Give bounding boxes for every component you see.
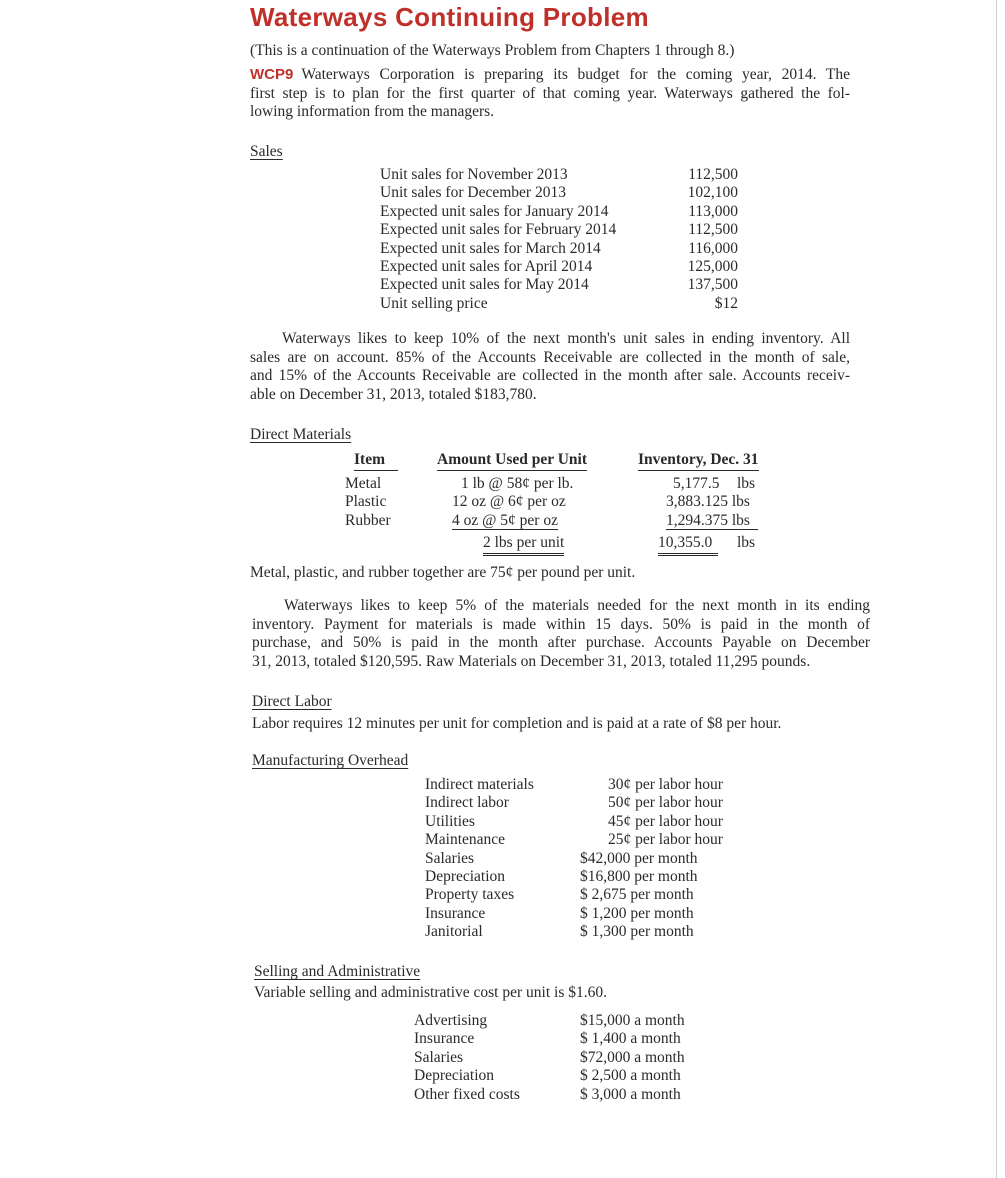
overhead-row-label: Property taxes (425, 886, 515, 904)
problem-line: Waterways Corporation is preparing its budget for the coming year, 2014. The (301, 66, 850, 83)
overhead-row-value: 50¢ per labor hour (608, 794, 723, 812)
problem-line: first step is to plan for the first quarter of that coming year. Waterways gathered the fol- (250, 84, 850, 102)
sales-row-label: Expected unit sales for February 2014 (380, 221, 617, 239)
selling-admin-row-value: $ 2,500 a month (580, 1067, 681, 1085)
dm-col-amount: Amount Used per Unit (437, 451, 587, 471)
dm-row-unit: lbs (737, 475, 756, 492)
sales-row-value: 125,000 (687, 258, 738, 275)
sales-row-value: 112,500 (688, 221, 738, 239)
selling-admin-row-value: $15,000 a month (580, 1012, 685, 1029)
overhead-heading: Manufacturing Overhead (252, 752, 409, 769)
dm-paragraph (252, 597, 870, 671)
sales-paragraph-line: sales are on account. 85% of the Accounts Receivable are collected in the month of sale, (250, 348, 850, 366)
sales-row-label: Unit sales for November 2013 (380, 166, 568, 183)
overhead-row-value: 25¢ per labor hour (608, 831, 723, 849)
sales-row-label: Expected unit sales for March 2014 (380, 239, 601, 257)
dm-total-amount: 2 lbs per unit (483, 534, 564, 556)
dm-row-amount: 12 oz @ 6¢ per oz (452, 493, 566, 511)
dm-row-inventory: 3,883.125 lbs (666, 493, 750, 511)
overhead-row-label: Janitorial (425, 923, 483, 941)
sales-heading: Sales (250, 143, 283, 160)
sales-paragraph-line: able on December 31, 2013, totaled $183,780. (250, 385, 537, 403)
selling-admin-heading: Selling and Administrative (254, 963, 421, 980)
overhead-row-label: Indirect materials (425, 776, 534, 793)
dm-row-inventory: 5,177.5 (673, 475, 720, 492)
dm-col-item: Item (354, 451, 398, 471)
sales-row-value: 116,000 (688, 239, 738, 257)
dm-row-amount: 1 lb @ 58¢ per lb. (461, 475, 574, 492)
overhead-row-value: $ 1,300 per month (580, 923, 694, 941)
dm-paragraph-line: inventory. Payment for materials is made within 15 days. 50% is paid in the month of (252, 615, 870, 633)
selling-admin-row-label: Advertising (414, 1012, 488, 1029)
sales-row-value: 112,500 (688, 166, 738, 183)
sales-paragraph (250, 330, 850, 404)
sales-row-value: $12 (714, 294, 738, 312)
overhead-row-label: Insurance (425, 904, 486, 922)
dm-total-inventory: 10,355.0 (658, 534, 718, 556)
overhead-row-value: $16,800 per month (580, 868, 698, 885)
dm-row-amount: 4 oz @ 5¢ per oz (452, 511, 558, 529)
sales-row-label: Expected unit sales for January 2014 (380, 202, 609, 220)
dm-paragraph-line: 31, 2013, totaled $120,595. Raw Materials on December 31, 2013, totaled 11,295 pounds. (252, 652, 811, 670)
sales-row-value: 137,500 (687, 276, 738, 294)
problem-line: lowing information from the managers. (250, 103, 495, 120)
sales-row-label: Expected unit sales for May 2014 (380, 276, 589, 294)
selling-admin-row-value: $ 3,000 a month (580, 1085, 681, 1103)
sales-row-label: Unit sales for December 2013 (380, 184, 566, 202)
sales-paragraph-line: Waterways likes to keep 10% of the next month's unit sales in ending inventory. All (282, 330, 850, 347)
sales-row-value: 102,100 (687, 184, 738, 202)
dm-col-inventory: Inventory, Dec. 31 (638, 451, 759, 471)
overhead-row-label: Indirect labor (425, 794, 509, 812)
selling-admin-row-label: Other fixed costs (414, 1085, 520, 1103)
intro-text: (This is a continuation of the Waterways Problem from Chapters 1 through 8.) (250, 42, 735, 59)
dm-row-item: Plastic (345, 493, 387, 511)
selling-admin-text: Variable selling and administrative cost per unit is $1.60. (254, 984, 607, 1001)
dm-note: Metal, plastic, and rubber together are 75¢ per pound per unit. (250, 564, 636, 581)
selling-admin-row-value: $72,000 a month (580, 1048, 685, 1066)
dm-row-item: Rubber (345, 511, 391, 529)
direct-materials-heading: Direct Materials (250, 426, 352, 443)
overhead-row-value: 45¢ per labor hour (608, 812, 723, 830)
overhead-row-value: $ 1,200 per month (580, 904, 694, 922)
sales-row-label: Expected unit sales for April 2014 (380, 258, 593, 275)
selling-admin-row-label: Salaries (414, 1048, 464, 1066)
sales-paragraph-line: and 15% of the Accounts Receivable are collected in the month after sale. Accounts receiv- (250, 367, 850, 384)
overhead-row-value: 30¢ per labor hour (608, 776, 723, 793)
page-title: Waterways Continuing Problem (250, 2, 649, 32)
overhead-row-label: Utilities (425, 812, 475, 830)
selling-admin-row-value: $ 1,400 a month (580, 1030, 681, 1048)
selling-admin-row-label: Depreciation (414, 1067, 495, 1085)
dm-total-unit: lbs (737, 534, 756, 551)
dm-row-item: Metal (345, 475, 382, 492)
direct-labor-text: Labor requires 12 minutes per unit for completion and is paid at a rate of $8 per hour. (252, 715, 782, 732)
page-edge-line (996, 0, 997, 1178)
direct-labor-heading: Direct Labor (252, 693, 332, 710)
dm-paragraph-line: Waterways likes to keep 5% of the materials needed for the next month in its ending (284, 597, 870, 614)
overhead-row-label: Maintenance (425, 831, 506, 849)
sales-row-label: Unit selling price (380, 294, 488, 312)
problem-code: WCP9 (250, 66, 294, 83)
dm-paragraph-line: purchase, and 50% is paid in the month after purchase. Accounts Payable on December (252, 634, 870, 651)
overhead-row-label: Salaries (425, 849, 475, 867)
problem-paragraph (250, 66, 850, 122)
overhead-row-label: Depreciation (425, 868, 506, 885)
selling-admin-row-label: Insurance (414, 1030, 475, 1048)
overhead-row-value: $ 2,675 per month (580, 886, 694, 904)
sales-row-value: 113,000 (688, 202, 738, 220)
overhead-row-value: $42,000 per month (580, 849, 698, 867)
dm-row-inventory: 1,294.375 lbs (666, 512, 758, 530)
